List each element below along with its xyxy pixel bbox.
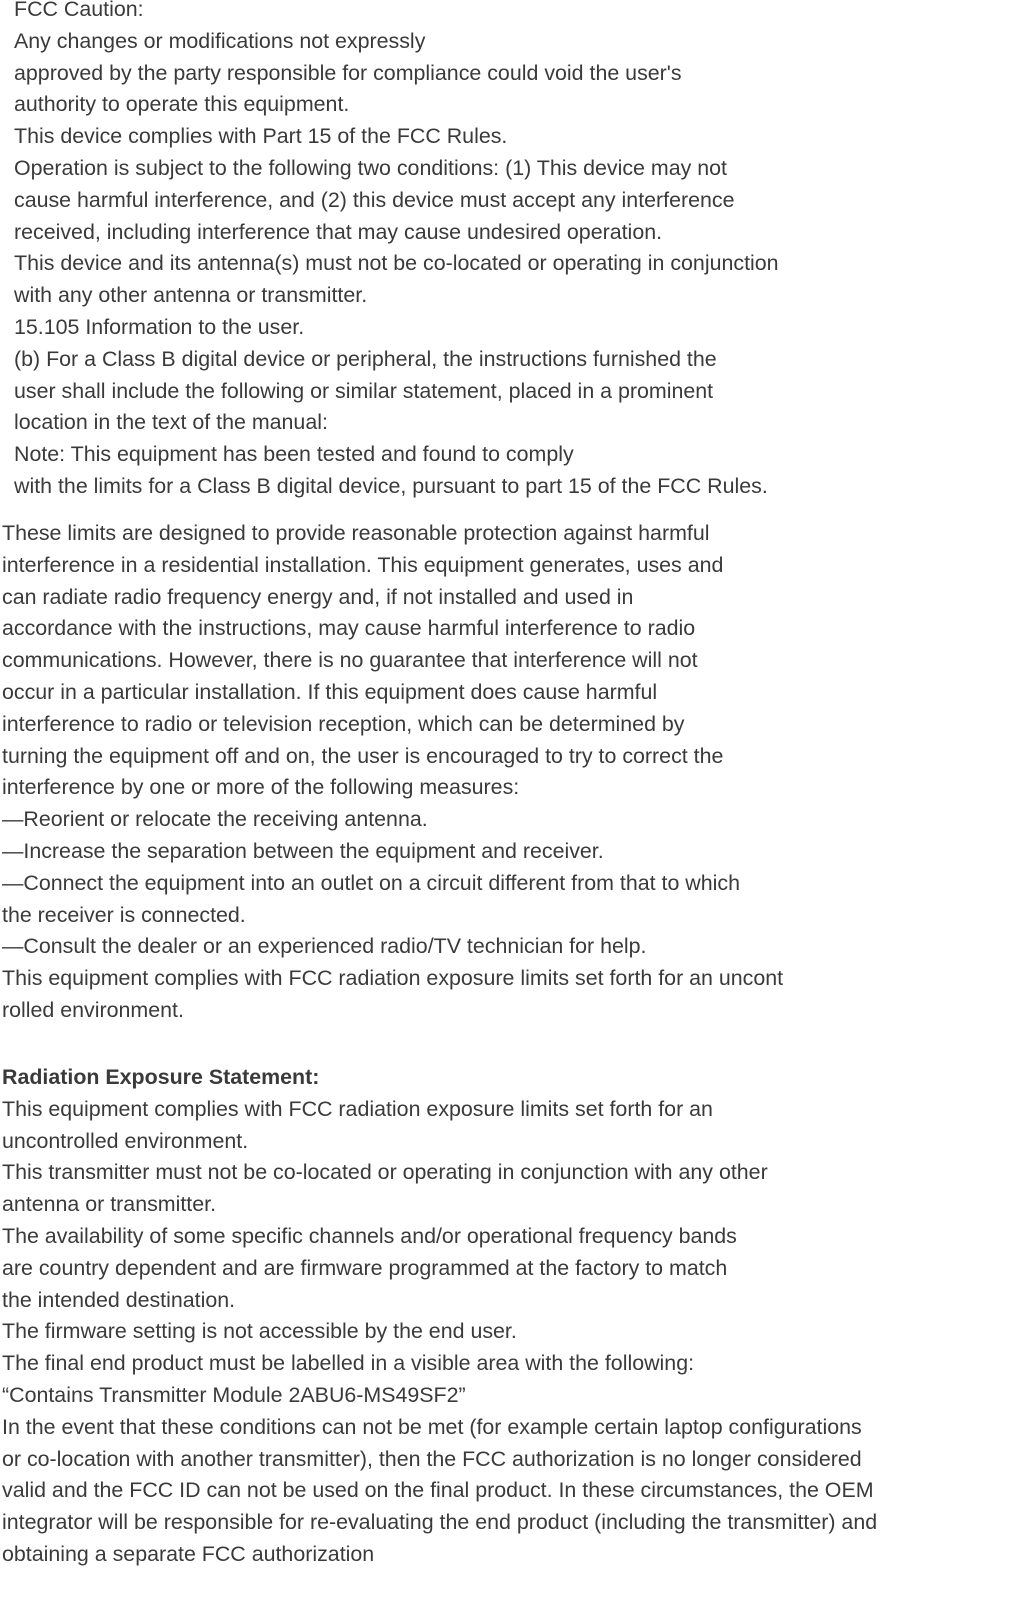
text-line: with the limits for a Class B digital device, pursuant to part 15 of the FCC Rules. — [14, 473, 768, 498]
text-line: Note: This equipment has been tested and found to comply — [14, 442, 574, 467]
text-line: antenna or transmitter. — [2, 1192, 217, 1217]
fcc-caution-section — [14, 0, 779, 503]
radiation-exposure-section — [2, 1062, 877, 1571]
radiation-exposure-heading: Radiation Exposure Statement: — [2, 1065, 320, 1089]
text-line: (b) For a Class B digital device or peripheral, the instructions furnished the — [14, 346, 717, 371]
text-line: uncontrolled environment. — [2, 1128, 249, 1153]
text-line: rolled environment. — [2, 997, 184, 1022]
text-line: valid and the FCC ID can not be used on the final product. In these circumstances, the OEM — [2, 1478, 874, 1503]
text-line: cause harmful interference, and (2) this device must accept any interference — [14, 187, 735, 212]
text-line: are country dependent and are firmware programmed at the factory to match — [2, 1255, 728, 1280]
measure-item: —Reorient or relocate the receiving antenna. — [2, 807, 428, 832]
text-line: with any other antenna or transmitter. — [14, 283, 368, 308]
text-line: Operation is subject to the following two conditions: (1) This device may not — [14, 155, 727, 180]
measure-item: —Connect the equipment into an outlet on a circuit different from that to which — [2, 870, 740, 895]
text-line: interference by one or more of the following measures: — [2, 775, 520, 800]
text-line: This equipment complies with FCC radiation exposure limits set forth for an uncont — [2, 966, 784, 991]
text-line: Any changes or modifications not expressly — [14, 28, 426, 53]
text-line: This transmitter must not be co-located or operating in conjunction with any other — [2, 1160, 768, 1185]
text-line: In the event that these conditions can not be met (for example certain laptop configurations — [2, 1414, 862, 1439]
text-line: This device and its antenna(s) must not be co-located or operating in conjunction — [14, 251, 779, 276]
text-line: accordance with the instructions, may cause harmful interference to radio — [2, 616, 696, 641]
text-line: communications. However, there is no guarantee that interference will not — [2, 648, 698, 673]
text-line: interference to radio or television reception, which can be determined by — [2, 711, 685, 736]
text-line: can radiate radio frequency energy and, if not installed and used in — [2, 584, 634, 609]
text-line: This device complies with Part 15 of the FCC Rules. — [14, 124, 508, 149]
text-line: approved by the party responsible for compliance could void the user's — [14, 60, 682, 85]
text-line: The availability of some specific channels and/or operational frequency bands — [2, 1223, 737, 1248]
text-line: This equipment complies with FCC radiation exposure limits set forth for an — [2, 1096, 713, 1121]
text-line: interference in a residential installation. This equipment generates, uses and — [2, 552, 724, 577]
text-line: integrator will be responsible for re-evaluating the end product (including the transmitter) and — [2, 1510, 878, 1535]
text-line: authority to operate this equipment. — [14, 92, 350, 117]
module-label-text: “Contains Transmitter Module 2ABU6-MS49SF2” — [2, 1382, 466, 1407]
text-line: 15.105 Information to the user. — [14, 314, 305, 339]
fcc-caution-title: FCC Caution: — [14, 0, 144, 21]
text-line: These limits are designed to provide reasonable protection against harmful — [2, 521, 710, 545]
measure-item: —Consult the dealer or an experienced radio/TV technician for help. — [2, 934, 647, 959]
text-line: The final end product must be labelled in a visible area with the following: — [2, 1351, 695, 1376]
text-line: The firmware setting is not accessible by the end user. — [2, 1319, 517, 1344]
text-line: turning the equipment off and on, the user is encouraged to try to correct the — [2, 743, 724, 768]
text-line: or co-location with another transmitter), then the FCC authorization is no longer considered — [2, 1446, 862, 1471]
text-line: received, including interference that may cause undesired operation. — [14, 219, 663, 244]
text-line: obtaining a separate FCC authorization — [2, 1541, 375, 1566]
measure-item: —Increase the separation between the equipment and receiver. — [2, 838, 604, 863]
limits-section — [2, 518, 783, 1027]
text-line: user shall include the following or similar statement, placed in a prominent — [14, 378, 714, 403]
text-line: location in the text of the manual: — [14, 410, 328, 435]
text-line: occur in a particular installation. If this equipment does cause harmful — [2, 679, 658, 704]
text-line: the receiver is connected. — [2, 902, 246, 927]
text-line: the intended destination. — [2, 1287, 236, 1312]
